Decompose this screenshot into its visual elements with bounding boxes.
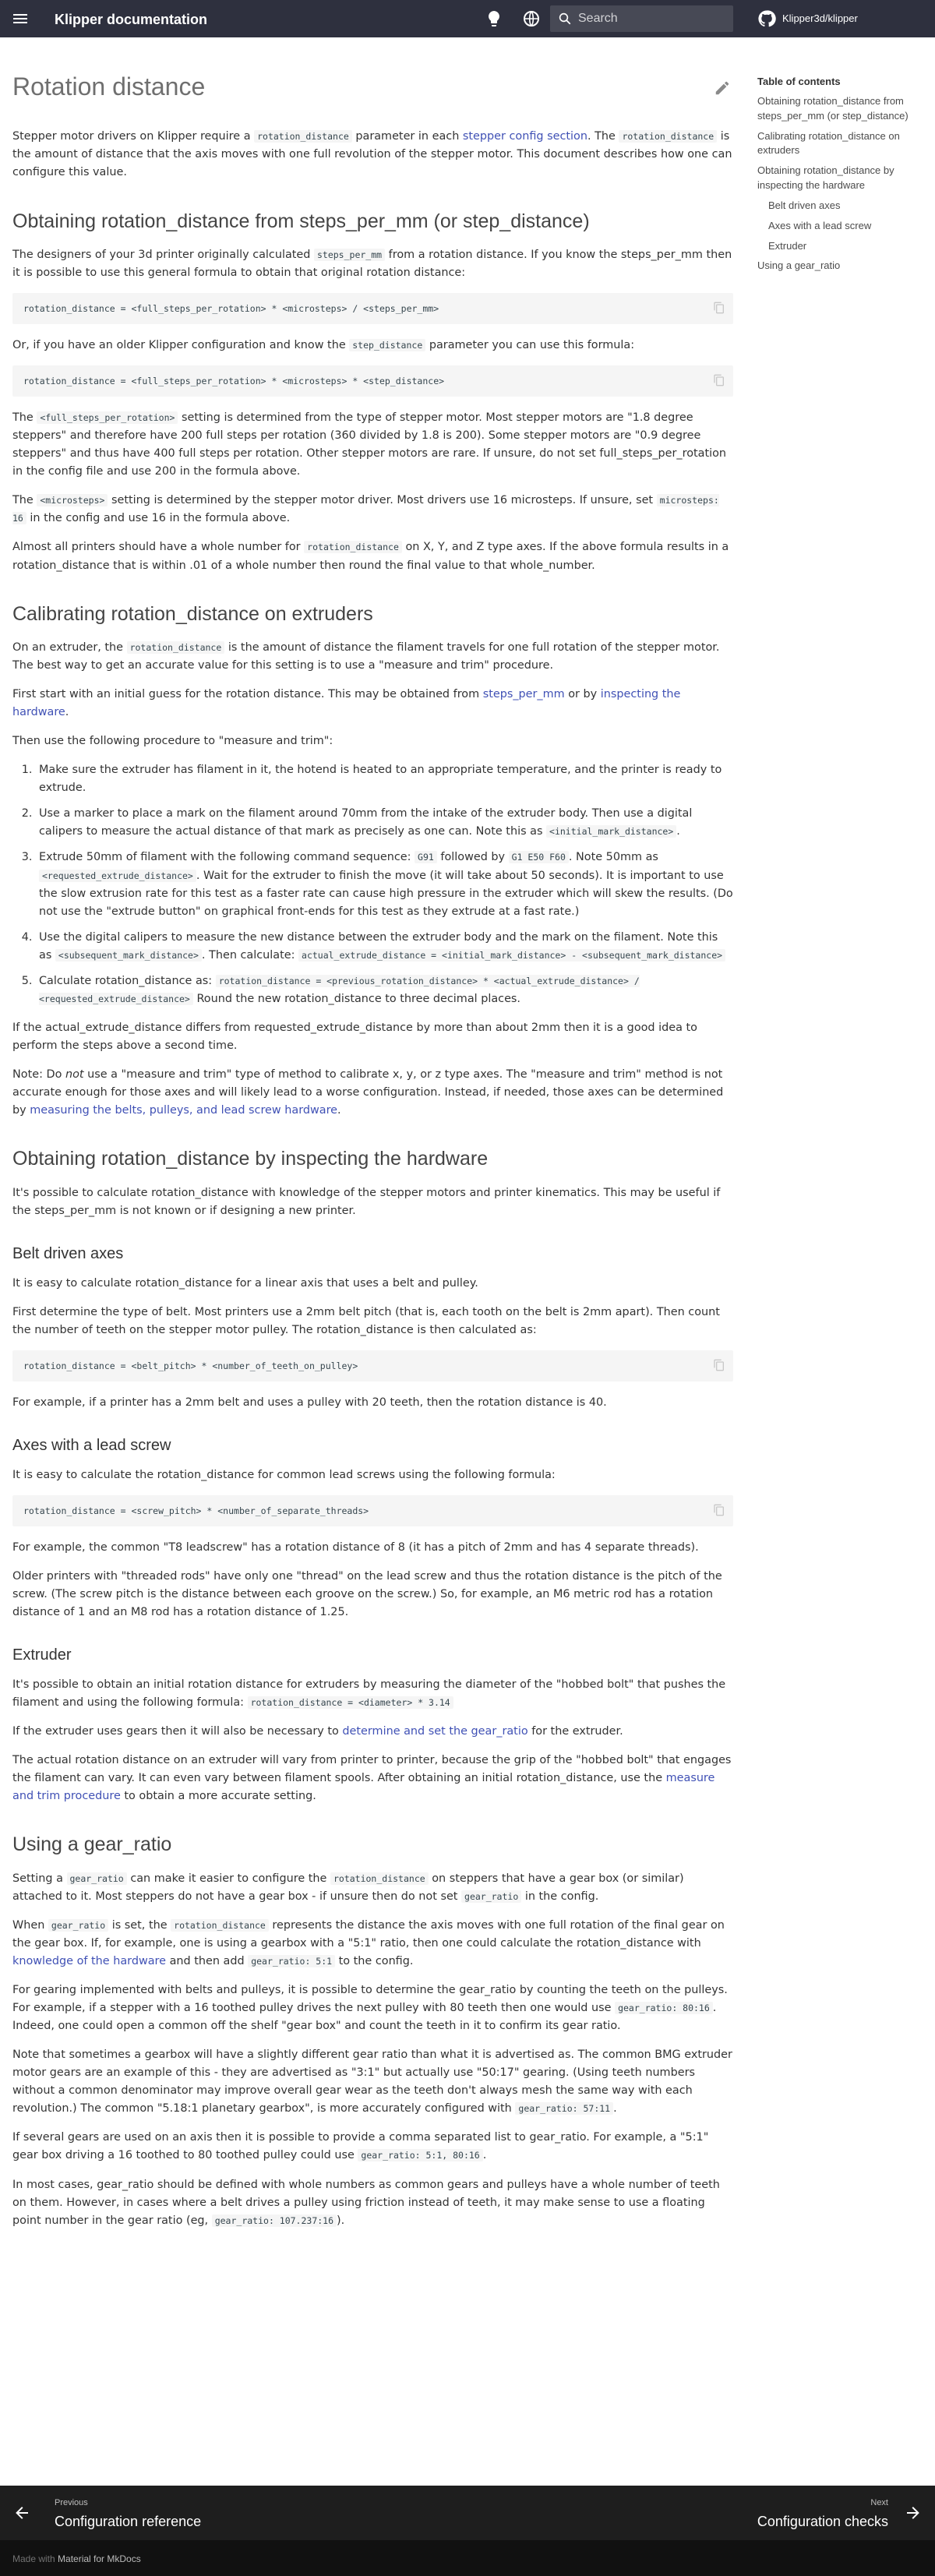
list-item: 2. Use a marker to place a mark on the filament around 70mm from the intake of the extruder body. Then use a digital calipers to measure the actual distance of that mark as precisely as one can. Note this as <initial_mark_distance> . xyxy=(36,805,733,841)
list-item: 1. Make sure the extruder has filament in it, the hotend is heated to an appropriate temperature, and the printer is ready to extrude. xyxy=(36,761,733,797)
paragraph: Note: Do not use a "measure and trim" type of method to calibrate x, y, or z type axes. The "measure and trim" method is not accurate enough for those axes and will likely lead to a worse configuration. Instead, if needed, those axes can be determined by measuring the belts, pulleys, and lead screw hardware. xyxy=(12,1067,724,1117)
toc-item-inspecting-hardware[interactable]: Obtaining rotation_distance by inspecting the hardware xyxy=(757,164,894,192)
search-box[interactable] xyxy=(550,5,733,32)
paragraph: Older printers with "threaded rods" have only one "thread" on the lead screw and thus the rotation distance is the pitch of the screw. (The screw pitch is the distance between each groove on the screw.) So, for example, an M6 metric rod has a rotation distance of 1 and an M8 rod has a rotation distance of 1.25. xyxy=(12,1569,722,1619)
paragraph: First start with an initial guess for the rotation distance. This may be obtained from steps_per_mm or by inspecting the hardware. xyxy=(12,688,681,719)
paragraph: Setting a gear_ratio can make it easier to configure the rotation_distance on steppers that have a gear box (or similar) attached to it. Most steppers do not have a gear box - if unsure then do not set gear_ratio in the config. xyxy=(12,1872,684,1903)
paragraph: Then use the following procedure to "measure and trim": xyxy=(12,735,333,748)
pencil-icon[interactable] xyxy=(714,79,731,97)
paragraph: Or, if you have an older Klipper configuration and know the step_distance parameter you can use this formula: xyxy=(12,339,635,352)
heading-gear-ratio: Using a gear_ratio xyxy=(12,1833,172,1856)
site-header xyxy=(0,0,935,37)
previous-label: Previous xyxy=(55,2498,88,2507)
heading-extruder-calibration: Calibrating rotation_distance on extruders xyxy=(12,602,373,625)
copy-icon[interactable] xyxy=(713,1504,725,1516)
arrow-left-icon[interactable] xyxy=(12,2504,31,2522)
search-icon xyxy=(558,12,572,26)
heading-extruder: Extruder xyxy=(12,1646,72,1664)
paragraph: It's possible to calculate rotation_distance with knowledge of the stepper motors and printer kinematics. This may be useful if the steps_per_mm is not known or if designing a new printer. xyxy=(12,1186,721,1217)
paragraph: It's possible to obtain an initial rotation distance for extruders by measuring the diameter of the "hobbed bolt" that pushes the filament and using the following formula: rotation_distance = <diameter> * 3.14 xyxy=(12,1678,726,1710)
footer-meta: Made with Material for MkDocs xyxy=(0,2540,935,2576)
code-block: rotation_distance = <belt_pitch> * <number_of_teeth_on_pulley> xyxy=(12,1350,733,1382)
copy-icon[interactable] xyxy=(713,1359,725,1371)
copy-icon[interactable] xyxy=(713,302,725,314)
code-block: rotation_distance = <screw_pitch> * <number_of_separate_threads> xyxy=(12,1495,733,1526)
next-title: Configuration checks xyxy=(757,2513,888,2529)
paragraph: If the extruder uses gears then it will also be necessary to determine and set the gear_ratio for the extruder. xyxy=(12,1725,623,1738)
paragraph: It is easy to calculate the rotation_distance for common lead screws using the following formula: xyxy=(12,1468,556,1481)
paragraph: If several gears are used on an axis then it is possible to provide a comma separated list to gear_ratio. For example, a "5:1" gear box driving a 16 toothed to 80 toothed pulley could use gear_ratio: 5:1, 80:16 . xyxy=(12,2131,709,2162)
paragraph: Almost all printers should have a whole number for rotation_distance on X, Y, and Z type axes. If the above formula results in a rotation_distance that is within .01 of a whole number then round the final value to that whole_number. xyxy=(12,541,729,572)
previous-title: Configuration reference xyxy=(55,2513,202,2529)
toc-item-gear-ratio[interactable]: Using a gear_ratio xyxy=(757,259,841,272)
paragraph: The <microsteps> setting is determined by the stepper motor driver. Most drivers use 16 microsteps. If unsure, set microsteps: 16 in the config and use 16 in the formula above. xyxy=(12,494,719,525)
main-content xyxy=(12,55,733,2241)
repo-name: Klipper3d/klipper xyxy=(782,12,858,24)
measuring-hardware-link[interactable]: measuring the belts, pulleys, and lead screw hardware xyxy=(30,1104,338,1117)
globe-icon[interactable] xyxy=(522,9,541,28)
copy-icon[interactable] xyxy=(713,374,725,386)
next-label: Next xyxy=(870,2498,888,2507)
toc-item-steps-per-mm[interactable]: Obtaining rotation_distance from steps_per_mm (or step_distance) xyxy=(757,94,909,122)
paragraph: On an extruder, the rotation_distance is the amount of distance the filament travels for one full rotation of the stepper motor. The best way to get an accurate value for this setting is to use a "measure and trim" procedure. xyxy=(12,641,720,672)
paragraph: When gear_ratio is set, the rotation_distance represents the distance the axis moves with one full rotation of the final gear on the gear box. If, for example, one is using a gearbox with a "5:1" ratio, then one could calculate the rotation_distance with knowledge of the hardware and then add gear_ratio: 5:1 to the config. xyxy=(12,1918,725,1968)
site-title[interactable]: Klipper documentation xyxy=(55,12,208,27)
heading-inspecting-hardware: Obtaining rotation_distance by inspecting the hardware xyxy=(12,1148,489,1170)
paragraph: For example, the common "T8 leadscrew" has a rotation distance of 8 (it has a pitch of 2mm and has 4 separate threads). xyxy=(12,1540,699,1554)
paragraph: If the actual_extrude_distance differs from requested_extrude_distance by more than about 2mm then it is a good idea to perform the steps above a second time. xyxy=(12,1021,697,1052)
paragraph: The <full_steps_per_rotation> setting is determined from the type of stepper motor. Most stepper motors are "1.8 degree steppers" and therefore have 200 full steps per rotation (360 divided by 1.8 is 200). Some stepper motors are "0.9 degree steppers" and thus have 400 full steps per rotation. Other stepper motors are rare. If unsure, do not set full_steps_per_rotation in the config file and use 200 in the formula above. xyxy=(12,411,727,478)
arrow-right-icon[interactable] xyxy=(904,2504,923,2522)
intro-paragraph: Stepper motor drivers on Klipper require a rotation_distance parameter in each stepper config section. The rotation_distance is the amount of distance that the axis moves with one full revolution of the stepper motor. This document describes how one can configure this value. xyxy=(12,130,732,179)
paragraph: It is easy to calculate rotation_distance for a linear axis that uses a belt and pulley. xyxy=(12,1276,478,1290)
heading-steps-per-mm: Obtaining rotation_distance from steps_per_mm (or step_distance) xyxy=(12,210,590,232)
steps-per-mm-link[interactable]: steps_per_mm xyxy=(482,688,565,701)
table-of-contents xyxy=(757,75,925,279)
code-block: rotation_distance = <full_steps_per_rotation> * <microsteps> / <steps_per_mm> xyxy=(12,293,733,324)
page-title: Rotation distance xyxy=(12,72,206,101)
paragraph: For gearing implemented with belts and pulleys, it is possible to determine the gear_ratio by counting the teeth on the pulleys. For example, if a stepper with a 16 toothed pulley drives the next pulley with 80 teeth then one would use gear_ratio: 80:16 . Indeed, one could open a common off the shelf "gear box" and count the teeth in it to confirm its gear ratio. xyxy=(12,1984,728,2033)
paragraph: First determine the type of belt. Most printers use a 2mm belt pitch (that is, each tooth on the belt is 2mm apart). Then count the number of teeth on the stepper motor pulley. The rotation_distance is then calculated as: xyxy=(12,1305,720,1336)
procedure-list xyxy=(36,761,733,1008)
toc-item-lead-screw[interactable]: Axes with a lead screw xyxy=(768,219,872,231)
gear-ratio-link[interactable]: determine and set the gear_ratio xyxy=(342,1725,528,1738)
footer-navigation xyxy=(0,2486,935,2540)
toc-title: Table of contents xyxy=(757,76,841,87)
list-item: 4. Use the digital calipers to measure the new distance between the extruder body and the mark on the filament. Note this as <subsequent_mark_distance> . Then calculate: actual_extrude_distance = <initial_mark_distance> - <subsequent_mark_distance> xyxy=(36,929,733,965)
search-input[interactable] xyxy=(578,5,726,32)
paragraph: For example, if a printer has a 2mm belt and uses a pulley with 20 teeth, then the rotation distance is 40. xyxy=(12,1396,607,1409)
paragraph: The designers of your 3d printer originally calculated steps_per_mm from a rotation distance. If you know the steps_per_mm then it is possible to use this general formula to obtain that original rotation distance: xyxy=(12,249,732,280)
next-page-link[interactable] xyxy=(757,2497,888,2532)
lightbulb-icon[interactable] xyxy=(485,9,503,28)
inspecting-hardware-link[interactable]: inspecting the hardware xyxy=(12,688,681,719)
heading-belt-driven: Belt driven axes xyxy=(12,1244,124,1262)
paragraph: In most cases, gear_ratio should be defined with whole numbers as common gears and pulleys have a whole number of teeth on them. However, in cases where a belt drives a pulley using friction instead of teeth, it may make sense to use a floating point number in the gear ratio (eg, gear_ratio: 107.237:16 ). xyxy=(12,2178,720,2227)
paragraph: The actual rotation distance on an extruder will vary from printer to printer, because the grip of the "hobbed bolt" that engages the filament can vary. It can even vary between filament spools. After obtaining an initial rotation_distance, use the measure and trim procedure to obtain a more accurate setting. xyxy=(12,1754,732,1803)
repo-link[interactable] xyxy=(757,6,858,31)
toc-item-extruders[interactable]: Calibrating rotation_distance on extruders xyxy=(757,129,900,157)
knowledge-hardware-link[interactable]: knowledge of the hardware xyxy=(12,1955,166,1968)
code-block: rotation_distance = <full_steps_per_rotation> * <microsteps> * <step_distance> xyxy=(12,365,733,397)
heading-lead-screw: Axes with a lead screw xyxy=(12,1436,171,1454)
github-icon xyxy=(757,9,776,28)
toc-item-belt-driven[interactable]: Belt driven axes xyxy=(768,199,841,211)
measure-trim-link[interactable]: measure and trim procedure xyxy=(12,1772,715,1803)
paragraph: Note that sometimes a gearbox will have a slightly different gear ratio than what it is advertised as. The common BMG extruder motor gears are an example of this - they are advertised as "3:1" but actually use "50:17" gearing. (Using teeth numbers without a common denominator may improve overall gear wear as the teeth don't always mesh the same way with each revolution.) The common "5.18:1 planetary gearbox", is more accurately configured with gear_ratio: 57:11 . xyxy=(12,2048,732,2115)
toc-item-extruder[interactable]: Extruder xyxy=(768,239,807,252)
stepper-config-link[interactable]: stepper config section xyxy=(462,130,587,143)
list-item: 5. Calculate rotation_distance as: rotation_distance = <previous_rotation_distance> * <actual_extrude_distance> / <requested_extrude_distance> Round the new rotation_distance to three decimal places. xyxy=(36,972,733,1008)
menu-icon[interactable] xyxy=(11,9,30,28)
previous-page-link[interactable] xyxy=(55,2497,201,2532)
list-item: 3. Extrude 50mm of filament with the following command sequence: G91 followed by G1 E50 F60 . Note 50mm as <requested_extrude_distance> . Wait for the extruder to finish the move (it will take about 50 seconds). It is important to use the slow extrusion rate for this test as a faster rate can cause high pressure in the extruder which will skew the results. (Do not use the "extrude button" on graphical front-ends for this test as they extrude at a fast rate.) xyxy=(36,849,733,920)
mkdocs-link[interactable]: Material for MkDocs xyxy=(58,2553,141,2564)
